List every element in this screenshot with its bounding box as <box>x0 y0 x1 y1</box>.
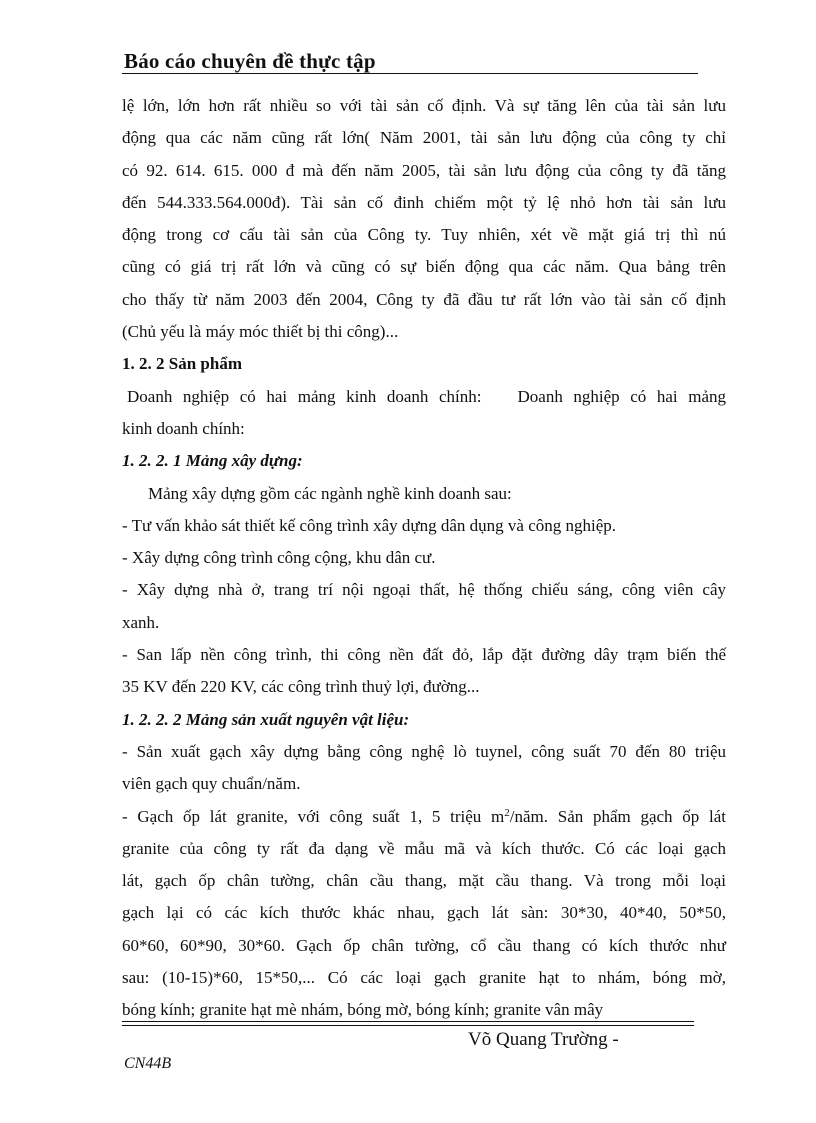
text-line: 60*60, 60*90, 30*60. Gạch ốp chân tường, cổ cầu thang có kích thước như <box>122 935 726 955</box>
text-line: cũng có giá trị rất lớn và cũng có sự biến động qua các năm. Qua bảng trên <box>122 257 726 277</box>
text-line: kinh doanh chính: <box>122 418 245 438</box>
page-header-title: Báo cáo chuyên đề thực tập <box>124 49 376 73</box>
bullet-line: - Sản xuất gạch xây dựng bằng công nghệ lò tuynel, công suất 70 đến 80 triệu <box>122 741 726 761</box>
bullet-line: 35 KV đến 220 KV, các công trình thuỷ lợi, đường... <box>122 677 480 697</box>
text-line: đến 544.333.564.000đ). Tài sản cố đinh chiếm một tỷ lệ nhỏ hơn tài sản lưu <box>122 192 726 212</box>
text-line: sau: (10-15)*60, 15*50,... Có các loại gạch granite hạt to nhám, bóng mờ, <box>122 968 726 988</box>
text-line: granite của công ty rất đa dạng về mẫu mã và kích thước. Có các loại gạch <box>122 838 726 858</box>
bullet-line: xanh. <box>122 612 160 632</box>
text-line: cho thấy từ năm 2003 đến 2004, Công ty đã đầu tư rất lớn vào tài sản cố định <box>122 289 726 309</box>
superscript: 2 <box>504 806 510 819</box>
text-segment: - Gạch ốp lát granite, với công suất 1, 5 triệu m <box>122 806 505 826</box>
text-line: (Chủ yếu là máy móc thiết bị thi công)... <box>122 322 399 342</box>
footer-rule <box>122 1021 694 1022</box>
bullet-line: - Xây dựng công trình công cộng, khu dân cư. <box>122 548 436 568</box>
text-segment: Doanh nghiệp có hai mảng kinh doanh chính: <box>127 386 482 406</box>
text-line: gạch lại có các kích thước khác nhau, gạch lát sàn: 30*30, 40*40, 50*50, <box>122 903 726 923</box>
text-line: có 92. 614. 615. 000 đ mà đến năm 2005, tài sản lưu động của công ty đã tăng <box>122 160 726 180</box>
text-line: động trong cơ cấu tài sản của Công ty. Tuy nhiên, xét về mặt giá trị thì nú <box>122 225 726 245</box>
footer-author: Võ Quang Trường - <box>468 1029 619 1050</box>
text-segment: /năm. Sản phẩm gạch ốp lát <box>509 806 727 826</box>
text-line: lệ lớn, lớn hơn rất nhiều so với tài sản cố định. Và sự tăng lên của tài sản lưu <box>122 96 726 115</box>
header-underline <box>122 73 698 74</box>
footer-rule <box>122 1025 694 1026</box>
text-line: Mảng xây dựng gồm các ngành nghề kinh doanh sau: <box>148 483 512 503</box>
text-line: động qua các năm cũng rất lớn( Năm 2001, tài sản lưu động của công ty chỉ <box>122 128 726 148</box>
section-heading-1-2-2-2: 1. 2. 2. 2 Mảng sản xuất nguyên vật liệu: <box>122 709 410 729</box>
bullet-line: - Xây dựng nhà ở, trang trí nội ngoại thất, hệ thống chiếu sáng, công viên cây <box>122 580 726 600</box>
bullet-line <box>122 801 726 833</box>
section-heading-1-2-2-1: 1. 2. 2. 1 Mảng xây dựng: <box>122 451 303 471</box>
bullet-line: - Tư vấn khảo sát thiết kế công trình xây dựng dân dụng và công nghiệp. <box>122 515 617 535</box>
bullet-line: viên gạch quy chuẩn/năm. <box>122 774 301 794</box>
text-segment: Doanh nghiệp có hai mảng <box>517 386 726 406</box>
text-line: bóng kính; granite hạt mè nhám, bóng mờ, bóng kính; granite vân mây <box>122 1000 604 1020</box>
text-line <box>122 381 726 413</box>
section-heading-1-2-2: 1. 2. 2 Sản phẩm <box>122 354 242 374</box>
bullet-line: - San lấp nền công trình, thi công nền đất đỏ, lắp đặt đường dây trạm biến thế <box>122 645 726 665</box>
footer-class-code: CN44B <box>124 1055 172 1072</box>
text-line: lát, gạch ốp chân tường, chân cầu thang, mặt cầu thang. Và trong mỗi loại <box>122 871 726 891</box>
document-body <box>122 90 726 1027</box>
